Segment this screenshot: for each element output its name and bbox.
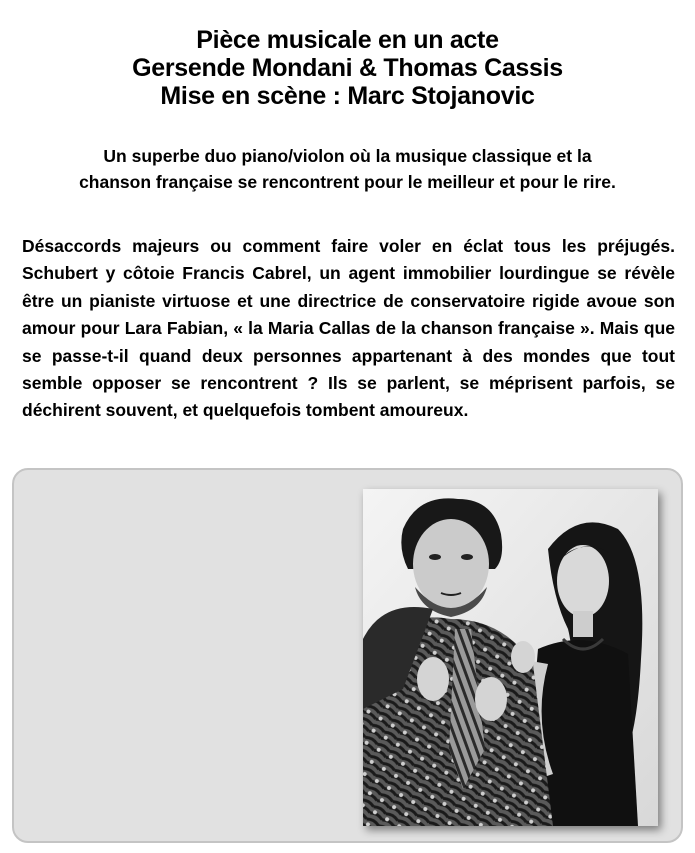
tagline-line-2: chanson française se rencontrent pour le meilleur et pour le rire.: [79, 172, 616, 192]
director-line: Mise en scène : Marc Stojanovic: [160, 82, 535, 110]
show-header: [0, 26, 695, 110]
performers-photo: [363, 489, 658, 826]
description-paragraph: Désaccords majeurs ou comment faire voler en éclat tous les préjugés. Schubert y côtoie Francis Cabrel, un agent immobilier lourdingue se révèle être un pianiste virtuose et une directrice de conservatoire rigide avoue son amour pour Lara Fabian, « la Maria Callas de la chanson française ». Mais que se passe-t-il quand deux personnes appartenant à des mondes que tout semble opposer se rencontrent ? Ils se parlent, se méprisent parfois, se déchirent souvent, et quelquefois tombent amoureux.: [22, 236, 675, 421]
tagline-line-1: Un superbe duo piano/violon où la musique classique et la: [103, 146, 592, 166]
photo-illustration: [363, 489, 658, 826]
tagline: [20, 143, 675, 195]
show-subtitle: Pièce musicale en un acte: [196, 26, 499, 54]
performers-line: Gersende Mondani & Thomas Cassis: [132, 54, 563, 82]
photo-panel: [12, 468, 683, 843]
